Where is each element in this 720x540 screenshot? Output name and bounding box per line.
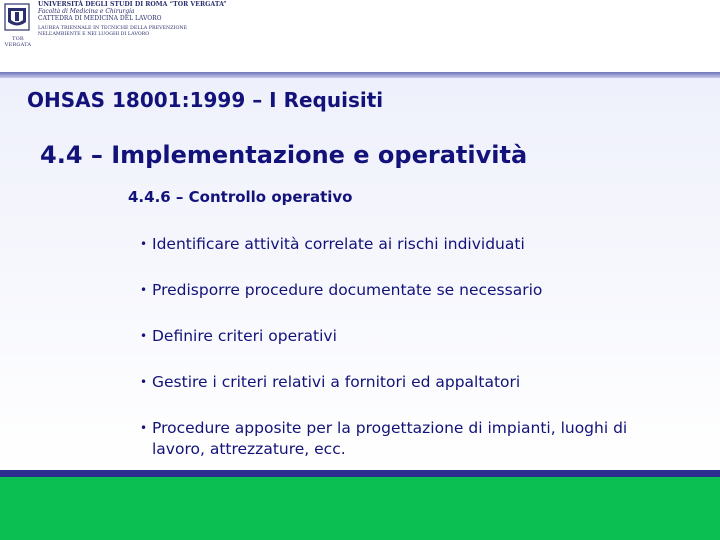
- footer-band: [0, 477, 720, 540]
- logo-caption: TOR VERGATA: [4, 36, 32, 48]
- bullet-item: [140, 372, 680, 393]
- bullet-dot-icon: •: [140, 237, 148, 251]
- bullet-text: Identificare attività correlate ai rischi individuati: [152, 235, 525, 253]
- slide-header: [0, 0, 720, 72]
- bullet-dot-icon: •: [140, 375, 148, 389]
- university-logo: [0, 0, 227, 50]
- bullet-list: [140, 234, 680, 485]
- section-heading: 4.4.6 – Controllo operativo: [128, 188, 353, 206]
- logo-text-block: [38, 1, 227, 38]
- bullet-text: Predisporre procedure documentate se necessario: [152, 281, 543, 299]
- slide-subtitle: 4.4 – Implementazione e operatività: [40, 141, 528, 169]
- slide-title: OHSAS 18001:1999 – I Requisiti: [27, 88, 384, 112]
- logo-chair: CATTEDRA DI MEDICINA DEL LAVORO: [38, 15, 162, 22]
- university-emblem-icon: [2, 2, 32, 34]
- bullet-text: Definire criteri operativi: [152, 327, 337, 345]
- bullet-item: [140, 418, 680, 460]
- footer-divider-line: [0, 470, 720, 477]
- bullet-item: [140, 280, 680, 301]
- logo-faculty: Facoltà di Medicina e Chirurgia: [38, 8, 135, 15]
- bullet-text: Procedure apposite per la progettazione di impianti, luoghi di lavoro, attrezzature, ecc.: [152, 419, 628, 458]
- logo-university-name: UNIVERSITÀ DEGLI STUDI DI ROMA “TOR VERGATA”: [38, 1, 227, 8]
- bullet-dot-icon: •: [140, 283, 148, 297]
- bullet-item: [140, 234, 680, 255]
- slide-content: [0, 78, 720, 470]
- bullet-item: [140, 326, 680, 347]
- bullet-text: Gestire i criteri relativi a fornitori ed appaltatori: [152, 373, 521, 391]
- logo-degree-line-1: LAUREA TRIENNALE IN TECNICHE DELLA PREVENZIONE: [38, 26, 188, 31]
- bullet-dot-icon: •: [140, 329, 148, 343]
- logo-degree-line-2: NELL’AMBIENTE E NEI LUOGHI DI LAVORO: [38, 32, 150, 37]
- bullet-dot-icon: •: [140, 421, 148, 435]
